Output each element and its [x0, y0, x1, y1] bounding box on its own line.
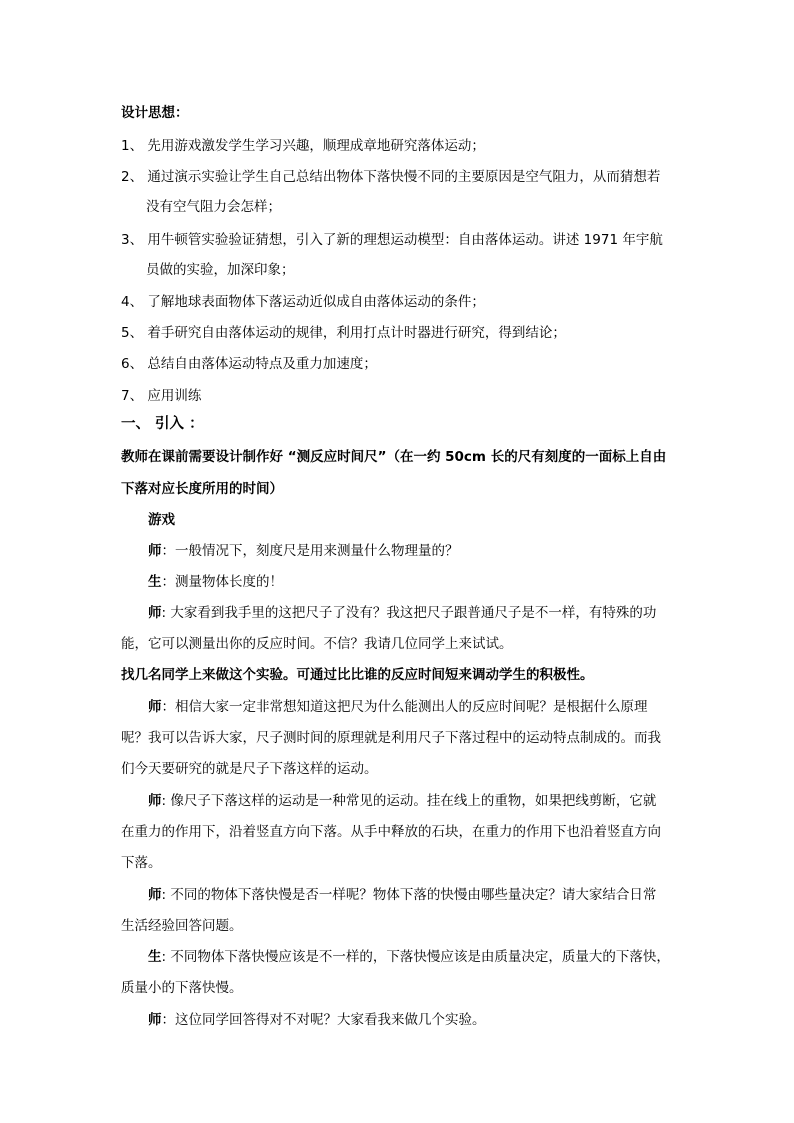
design-item-7: 7、 应用训练	[121, 388, 202, 404]
design-item-6: 6、 总结自由落体运动特点及重力加速度；	[121, 356, 377, 372]
dialogue-student-2-cont: 质量小的下落快慢。	[121, 980, 243, 996]
dialogue-student-2	[148, 948, 670, 966]
teacher-role: 师	[148, 793, 162, 809]
teacher-role: 师	[148, 543, 162, 559]
teacher-role: 师	[148, 1012, 162, 1028]
design-heading: 设计思想：	[121, 105, 189, 121]
teacher-role: 师	[148, 605, 162, 621]
teacher-text: ：这位同学回答得对不对呢？大家看我来做几个实验。	[161, 1012, 486, 1028]
design-item-4: 4、 了解地球表面物体下落运动近似成自由落体运动的条件；	[121, 294, 485, 310]
dialogue-teacher-6	[148, 1011, 486, 1029]
student-role: 生	[148, 949, 162, 965]
dialogue-teacher-3-cont-2: 们今天要研究的就是尺子下落这样的运动。	[121, 761, 378, 777]
section-title: 一、 引入 ：	[121, 416, 204, 432]
design-item-3-cont: 员做的实验，加深印象；	[146, 262, 295, 278]
design-item-1: 1、 先用游戏激发学生学习兴趣，顺理成章地研究落体运动；	[121, 138, 485, 154]
dialogue-teacher-3	[148, 698, 648, 716]
teacher-text: : 不同的物体下落快慢是否一样呢？物体下落的快慢由哪些量决定？请大家结合日常	[161, 887, 657, 903]
design-item-2-cont: 没有空气阻力会怎样；	[146, 199, 281, 215]
dialogue-student-1	[148, 573, 283, 591]
teacher-text: : 大家看到我手里的这把尺子了没有？我这把尺子跟普通尺子是不一样，有特殊的功	[161, 605, 657, 621]
student-text: ：测量物体长度的！	[161, 574, 283, 590]
teacher-text: ：一般情况下，刻度尺是用来测量什么物理量的？	[161, 543, 459, 559]
dialogue-teacher-5-cont: 生活经验回答问题。	[121, 918, 243, 934]
activity-note: 找几名同学上来做这个实验。可通过比比谁的反应时间短来调动学生的积极性。	[121, 667, 594, 683]
dialogue-teacher-2-cont: 能，它可以测量出你的反应时间。不信？我请几位同学上来试试。	[121, 636, 513, 652]
teacher-text: ：相信大家一定非常想知道这把尺为什么能测出人的反应时间呢？是根据什么原理	[161, 699, 648, 715]
dialogue-teacher-5	[148, 886, 656, 904]
game-label: 游戏	[148, 512, 175, 528]
dialogue-teacher-4-cont-2: 下落。	[121, 855, 162, 871]
dialogue-teacher-4	[148, 792, 656, 810]
design-item-5: 5、 着手研究自由落体运动的规律，利用打点计时器进行研究，得到结论；	[121, 325, 566, 341]
student-role: 生	[148, 574, 162, 590]
teacher-role: 师	[148, 887, 162, 903]
teacher-role: 师	[148, 699, 162, 715]
prep-note-line-2: 下落对应长度所用的时间）	[121, 481, 283, 497]
student-text: : 不同物体下落快慢应该是不一样的，下落快慢应该是由质量决定，质量大的下落快，	[161, 949, 670, 965]
dialogue-teacher-2	[148, 604, 656, 622]
design-item-2: 2、 通过演示实验让学生自己总结出物体下落快慢不同的主要原因是空气阻力，从而猜想若	[121, 169, 661, 185]
design-item-3: 3、 用牛顿管实验验证猜想，引入了新的理想运动模型：自由落体运动。讲述 1971 年宇航	[121, 232, 663, 248]
prep-note-line-1: 教师在课前需要设计制作好 “测反应时间尺”（在一约 50cm 长的尺有刻度的一面标上自由	[121, 449, 667, 465]
dialogue-teacher-4-cont-1: 在重力的作用下，沿着竖直方向下落。从手中释放的石块，在重力的作用下也沿着竖直方向	[121, 824, 661, 840]
dialogue-teacher-3-cont-1: 呢？我可以告诉大家，尺子测时间的原理就是利用尺子下落过程中的运动特点制成的。而我	[121, 730, 661, 746]
dialogue-teacher-1	[148, 542, 459, 560]
teacher-text: : 像尺子下落这样的运动是一种常见的运动。挂在线上的重物，如果把线剪断，它就	[161, 793, 657, 809]
